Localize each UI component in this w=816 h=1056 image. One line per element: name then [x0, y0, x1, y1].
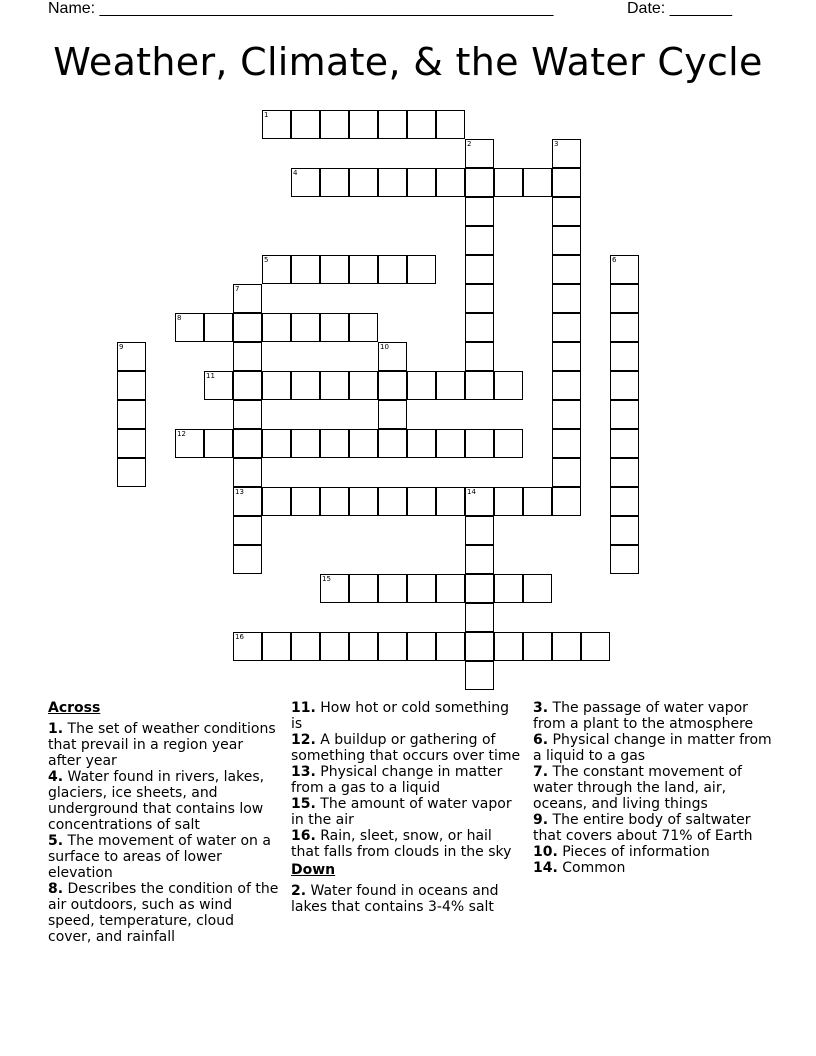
- grid-cell[interactable]: [320, 255, 349, 284]
- grid-cell[interactable]: [349, 110, 378, 139]
- grid-cell[interactable]: [233, 371, 262, 400]
- grid-cell[interactable]: [349, 487, 378, 516]
- grid-cell[interactable]: [552, 284, 581, 313]
- grid-cell[interactable]: [407, 429, 436, 458]
- clue-across-12: 12. A buildup or gathering of something that occurs over time: [291, 732, 521, 764]
- grid-cell[interactable]: [233, 458, 262, 487]
- grid-cell[interactable]: [262, 255, 291, 284]
- grid-cell[interactable]: [610, 545, 639, 574]
- grid-cell[interactable]: [436, 371, 465, 400]
- clue-number: 8: [177, 314, 182, 322]
- grid-cell[interactable]: [494, 429, 523, 458]
- clue-across-16: 16. Rain, sleet, snow, or hail that falls from clouds in the sky: [291, 828, 512, 860]
- clue-down-14: 14. Common: [533, 860, 626, 876]
- clue-number: 4: [293, 169, 298, 177]
- down-heading: Down: [291, 862, 336, 878]
- clue-number: 9: [119, 343, 124, 351]
- grid-cell[interactable]: [233, 400, 262, 429]
- grid-cell[interactable]: [494, 574, 523, 603]
- grid-cell[interactable]: [610, 429, 639, 458]
- grid-cell[interactable]: [349, 429, 378, 458]
- grid-cell[interactable]: [407, 574, 436, 603]
- clue-down-10: 10. Pieces of information: [533, 844, 710, 860]
- grid-cell[interactable]: [291, 632, 320, 661]
- clue-number: 5: [264, 256, 269, 264]
- grid-cell[interactable]: [610, 255, 639, 284]
- date-field[interactable]: Date: _______: [627, 0, 732, 17]
- clue-number: 14: [467, 488, 476, 496]
- grid-cell[interactable]: [349, 168, 378, 197]
- clue-across-5: 5. The movement of water on a surface to areas of lower elevation: [48, 833, 271, 881]
- grid-cell[interactable]: [581, 632, 610, 661]
- grid-cell[interactable]: [320, 371, 349, 400]
- grid-cell[interactable]: [291, 110, 320, 139]
- grid-cell[interactable]: [233, 284, 262, 313]
- grid-cell[interactable]: [349, 371, 378, 400]
- grid-cell[interactable]: [552, 342, 581, 371]
- grid-cell[interactable]: [610, 458, 639, 487]
- grid-cell[interactable]: [465, 545, 494, 574]
- grid-cell[interactable]: [552, 226, 581, 255]
- grid-cell[interactable]: [494, 371, 523, 400]
- clue-number: 2: [467, 140, 472, 148]
- grid-cell[interactable]: [436, 487, 465, 516]
- grid-cell[interactable]: [320, 574, 349, 603]
- grid-cell[interactable]: [291, 487, 320, 516]
- grid-cell[interactable]: [117, 400, 146, 429]
- clue-down-7: 7. The constant movement of water through the land, air, oceans, and living things: [533, 764, 742, 812]
- grid-cell[interactable]: [262, 371, 291, 400]
- grid-cell[interactable]: [465, 574, 494, 603]
- clue-down-9: 9. The entire body of saltwater that covers about 71% of Earth: [533, 812, 753, 844]
- grid-cell[interactable]: [610, 516, 639, 545]
- clue-column-2: [291, 700, 523, 915]
- grid-cell[interactable]: [407, 110, 436, 139]
- grid-cell[interactable]: [262, 313, 291, 342]
- grid-cell[interactable]: [465, 632, 494, 661]
- grid-cell[interactable]: [378, 429, 407, 458]
- grid-cell[interactable]: [407, 632, 436, 661]
- grid-cell[interactable]: [378, 487, 407, 516]
- grid-cell[interactable]: [552, 168, 581, 197]
- grid-cell[interactable]: [291, 255, 320, 284]
- grid-cell[interactable]: [523, 632, 552, 661]
- grid-cell[interactable]: [465, 429, 494, 458]
- grid-cell[interactable]: [494, 168, 523, 197]
- grid-cell[interactable]: [407, 255, 436, 284]
- grid-cell[interactable]: [465, 197, 494, 226]
- clue-column-1: [48, 700, 280, 945]
- grid-cell[interactable]: [320, 632, 349, 661]
- grid-cell[interactable]: [494, 632, 523, 661]
- grid-cell[interactable]: [552, 371, 581, 400]
- grid-cell[interactable]: [465, 168, 494, 197]
- clue-column-3: [533, 700, 773, 876]
- grid-cell[interactable]: [262, 487, 291, 516]
- clue-number: 13: [235, 488, 244, 496]
- clue-across-11: 11. How hot or cold something is: [291, 700, 510, 732]
- grid-cell[interactable]: [233, 429, 262, 458]
- grid-cell[interactable]: [378, 400, 407, 429]
- grid-cell[interactable]: [349, 632, 378, 661]
- grid-cell[interactable]: [465, 342, 494, 371]
- grid-cell[interactable]: [262, 632, 291, 661]
- grid-cell[interactable]: [552, 313, 581, 342]
- grid-cell[interactable]: [465, 603, 494, 632]
- grid-cell[interactable]: [117, 342, 146, 371]
- grid-cell[interactable]: [204, 429, 233, 458]
- grid-cell[interactable]: [465, 371, 494, 400]
- grid-cell[interactable]: [465, 226, 494, 255]
- clue-down-3: 3. The passage of water vapor from a plant to the atmosphere: [533, 700, 754, 732]
- grid-cell[interactable]: [465, 255, 494, 284]
- clue-down-2: 2. Water found in oceans and lakes that contains 3-4% salt: [291, 883, 499, 915]
- grid-cell[interactable]: [378, 371, 407, 400]
- grid-cell[interactable]: [465, 139, 494, 168]
- grid-cell[interactable]: [291, 168, 320, 197]
- puzzle-title: Weather, Climate, & the Water Cycle: [53, 40, 763, 84]
- grid-cell[interactable]: [465, 487, 494, 516]
- clue-across-15: 15. The amount of water vapor in the air: [291, 796, 512, 828]
- grid-cell[interactable]: [436, 632, 465, 661]
- grid-cell[interactable]: [291, 313, 320, 342]
- grid-cell[interactable]: [233, 545, 262, 574]
- grid-cell[interactable]: [465, 661, 494, 690]
- grid-cell[interactable]: [233, 487, 262, 516]
- grid-cell[interactable]: [610, 371, 639, 400]
- grid-cell[interactable]: [552, 632, 581, 661]
- grid-cell[interactable]: [320, 487, 349, 516]
- clue-number: 11: [206, 372, 215, 380]
- grid-cell[interactable]: [552, 139, 581, 168]
- grid-cell[interactable]: [349, 574, 378, 603]
- grid-cell[interactable]: [552, 400, 581, 429]
- grid-cell[interactable]: [610, 284, 639, 313]
- grid-cell[interactable]: [117, 371, 146, 400]
- grid-cell[interactable]: [465, 516, 494, 545]
- name-field[interactable]: Name: ___________________________________________________: [48, 0, 554, 17]
- grid-cell[interactable]: [262, 429, 291, 458]
- grid-cell[interactable]: [320, 313, 349, 342]
- clue-across-4: 4. Water found in rivers, lakes, glaciers, ice sheets, and underground that contains low concentrations of salt: [48, 769, 265, 833]
- grid-cell[interactable]: [465, 284, 494, 313]
- grid-cell[interactable]: [233, 632, 262, 661]
- grid-cell[interactable]: [552, 458, 581, 487]
- clue-number: 16: [235, 633, 244, 641]
- grid-cell[interactable]: [552, 197, 581, 226]
- grid-cell[interactable]: [552, 255, 581, 284]
- across-heading: Across: [48, 700, 101, 716]
- grid-cell[interactable]: [233, 342, 262, 371]
- grid-cell[interactable]: [523, 168, 552, 197]
- grid-cell[interactable]: [494, 487, 523, 516]
- grid-cell[interactable]: [523, 487, 552, 516]
- grid-cell[interactable]: [610, 487, 639, 516]
- grid-cell[interactable]: [262, 110, 291, 139]
- grid-cell[interactable]: [610, 313, 639, 342]
- grid-cell[interactable]: [378, 255, 407, 284]
- grid-cell[interactable]: [204, 313, 233, 342]
- grid-cell[interactable]: [436, 429, 465, 458]
- clue-across-1: 1. The set of weather conditions that prevail in a region year after year: [48, 721, 276, 769]
- grid-cell[interactable]: [117, 429, 146, 458]
- clue-number: 1: [264, 111, 269, 119]
- grid-cell[interactable]: [204, 371, 233, 400]
- clue-across-8: 8. Describes the condition of the air outdoors, such as wind speed, temperature, cloud cover, and rainfall: [48, 881, 279, 945]
- grid-cell[interactable]: [610, 342, 639, 371]
- clue-number: 3: [554, 140, 559, 148]
- clue-number: 10: [380, 343, 389, 351]
- grid-cell[interactable]: [233, 516, 262, 545]
- grid-cell[interactable]: [610, 400, 639, 429]
- grid-cell[interactable]: [407, 487, 436, 516]
- grid-cell[interactable]: [233, 313, 262, 342]
- grid-cell[interactable]: [349, 255, 378, 284]
- clue-down-6: 6. Physical change in matter from a liquid to a gas: [533, 732, 772, 764]
- grid-cell[interactable]: [523, 574, 552, 603]
- grid-cell[interactable]: [320, 110, 349, 139]
- grid-cell[interactable]: [320, 168, 349, 197]
- grid-cell[interactable]: [407, 371, 436, 400]
- grid-cell[interactable]: [378, 574, 407, 603]
- grid-cell[interactable]: [465, 313, 494, 342]
- grid-cell[interactable]: [378, 110, 407, 139]
- grid-cell[interactable]: [378, 342, 407, 371]
- grid-cell[interactable]: [291, 371, 320, 400]
- grid-cell[interactable]: [349, 313, 378, 342]
- grid-cell[interactable]: [552, 487, 581, 516]
- clue-number: 12: [177, 430, 186, 438]
- grid-cell[interactable]: [378, 632, 407, 661]
- clue-across-13: 13. Physical change in matter from a gas to a liquid: [291, 764, 503, 796]
- grid-cell[interactable]: [436, 168, 465, 197]
- grid-cell[interactable]: [320, 429, 349, 458]
- grid-cell[interactable]: [378, 168, 407, 197]
- grid-cell[interactable]: [117, 458, 146, 487]
- grid-cell[interactable]: [552, 429, 581, 458]
- grid-cell[interactable]: [436, 574, 465, 603]
- grid-cell[interactable]: [175, 313, 204, 342]
- clue-number: 15: [322, 575, 331, 583]
- grid-cell[interactable]: [407, 168, 436, 197]
- clue-number: 6: [612, 256, 617, 264]
- clue-number: 7: [235, 285, 240, 293]
- grid-cell[interactable]: [175, 429, 204, 458]
- grid-cell[interactable]: [436, 110, 465, 139]
- grid-cell[interactable]: [291, 429, 320, 458]
